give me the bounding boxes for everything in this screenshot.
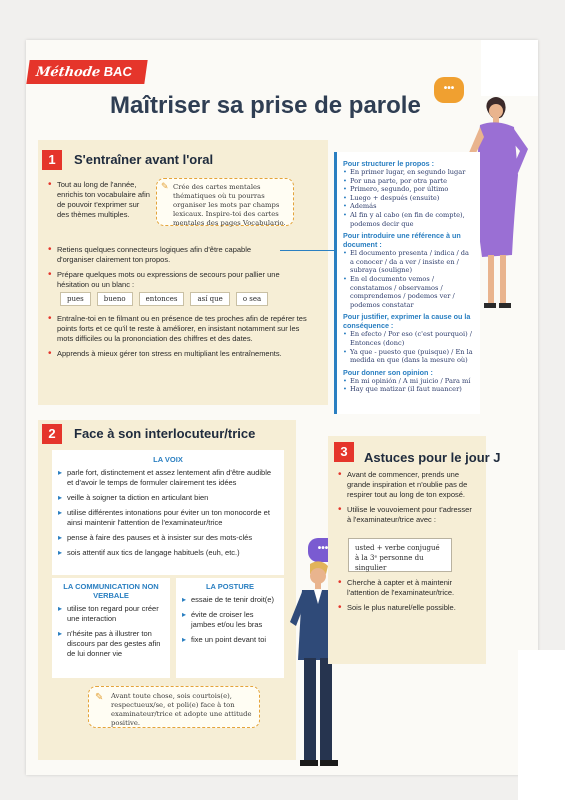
section2-tip-note — [88, 686, 260, 728]
list-item: • Apprends à mieux gérer ton stress en multipliant les entraînements. — [48, 349, 314, 359]
white-corner-bottom-outer — [518, 650, 565, 800]
panel-heading: Pour introduire une référence à un document : — [343, 231, 461, 250]
section3-list — [338, 470, 478, 530]
list-item: • Prépare quelques mots ou expressions de secours pour pallier une hésitation ou un blanc : — [48, 270, 280, 290]
panel-item: • Al fin y al cabo (en fin de compte), podemos decir que — [343, 211, 474, 228]
word-chip: así que — [190, 292, 229, 306]
pencil-icon: ✎ — [95, 692, 104, 703]
panel-item: • En efecto / Por eso (c'est pourquoi) / Entonces (donc) — [343, 330, 474, 347]
list-item: • Cherche à capter et à maintenir l'attention de l'examinateur/trice. — [338, 578, 478, 598]
list-item: ▸ n'hésite pas à illustrer ton discours par des gestes afin de lui donner vie — [58, 629, 164, 659]
word-chip: bueno — [97, 292, 133, 306]
word-chip: entonces — [139, 292, 185, 306]
tag-method-text: Méthode — [34, 65, 102, 80]
list-item: • Entraîne-toi en te filmant ou en présence de tes proches afin de repérer tes points forts et ce qu'il te reste à améliorer, en insistant notamment sur les mots difficiles ou la prononciation des chiffres et des dates. — [48, 314, 314, 344]
section1-list — [48, 245, 280, 295]
posture-box — [176, 578, 284, 678]
panel-item: • Primero, segundo, por último — [343, 185, 474, 194]
panel-item: • En mi opinión / A mi juicio / Para mí — [343, 377, 474, 386]
list-item: ▸ veille à soigner ta diction en articulant bien — [58, 493, 278, 503]
panel-item: • Además — [343, 202, 474, 211]
section1-title: S'entraîner avant l'oral — [74, 152, 214, 167]
nonverbal-box — [52, 578, 170, 678]
nonverbal-title: LA COMMUNICATION NON VERBALE — [63, 582, 159, 600]
section1-tip-note — [156, 178, 294, 226]
conj-line-2: à la 3ᵉ personne du singulier — [355, 554, 424, 572]
list-item: ▸ pense à faire des pauses et à insister sur des mots-clés — [58, 533, 278, 543]
panel-item: • Hay que matizar (il faut nuancer) — [343, 385, 474, 394]
section2-number: 2 — [42, 424, 62, 444]
list-item: ▸ parle fort, distinctement et assez lentement afin d'être audible et d'avoir le temps de formuler clairement tes idées — [58, 468, 278, 488]
word-chip: o sea — [236, 292, 268, 306]
section1-number: 1 — [42, 150, 62, 170]
list-item: • Sois le plus naturel/elle possible. — [338, 603, 478, 613]
section3-number: 3 — [334, 442, 354, 462]
list-item: • Avant de commencer, prends une grande inspiration et n'oublie pas de respirer tout au long de ton exposé. — [338, 470, 478, 500]
panel-heading: Pour donner son opinion : — [343, 367, 433, 377]
voice-box — [52, 450, 284, 575]
panel-heading: Pour structurer le propos : — [343, 159, 435, 168]
tag-bac-text: BAC — [102, 64, 134, 79]
list-item: ▸ utilise ton regard pour créer une interaction — [58, 604, 164, 624]
panel-heading: Pour justifier, exprimer la cause ou la conséquence : — [343, 312, 471, 331]
section3-title: Astuces pour le jour J — [364, 450, 501, 465]
connector-line — [280, 250, 334, 251]
conj-line-1: usted + verbe conjugué — [355, 544, 440, 552]
tip-note-text: Avant toute chose, sois courtois(e), respectueux/se, et poli(e) face à ton examinateur/trice et adopte une attitude positive. — [111, 692, 252, 727]
section1-list-2 — [48, 314, 314, 364]
list-item: ▸ évite de croiser les jambes et/ou les bras — [182, 610, 278, 630]
section1-first-item — [48, 180, 152, 225]
posture-title: LA POSTURE — [205, 582, 255, 591]
method-tag — [26, 60, 147, 84]
purple-speech-bubble-icon: ••• — [308, 538, 338, 562]
list-item: • Tout au long de l'année, enrichis ton vocabulaire afin de pouvoir t'exprimer sur des thèmes multiples. — [48, 180, 152, 220]
list-item: ▸ utilise différentes intonations pour éviter un ton monocorde et ainsi maintenir l'attention de l'examinateur/trice — [58, 508, 278, 528]
panel-item: • El documento presenta / indica / da a conocer / da a ver / insiste en / subraya (souligne) — [343, 249, 474, 275]
connectors-panel — [334, 152, 480, 414]
panel-item: • Luego + después (ensuite) — [343, 194, 474, 203]
vouvoiement-box — [348, 538, 452, 572]
voice-title: LA VOIX — [153, 455, 183, 464]
panel-item: • En primer lugar, en segundo lugar — [343, 168, 474, 177]
section2-title: Face à son interlocuteur/trice — [74, 426, 256, 441]
tip-note-text: Crée des cartes mentales thématiques où tu pourras organiser les mots par champs lexicaux. Inspire-toi des cartes mentales des pages Vocabulario. — [173, 183, 286, 227]
section3-list-2 — [338, 578, 478, 618]
rescue-words — [60, 292, 268, 306]
panel-item: • En el documento vemos / constatamos / observamos / comprendemos / podemos ver / podemos constatar — [343, 275, 474, 309]
list-item: ▸ essaie de te tenir droit(e) — [182, 595, 278, 605]
list-item: ▸ sois attentif aux tics de langage habituels (euh, etc.) — [58, 548, 278, 558]
white-corner-top — [481, 40, 538, 96]
list-item: • Retiens quelques connecteurs logiques afin d'être capable d'organiser clairement ton propos. — [48, 245, 280, 265]
list-item: • Utilise le vouvoiement pour t'adresser à l'examinateur/trice avec : — [338, 505, 478, 525]
orange-speech-bubble-icon: ••• — [434, 77, 464, 103]
word-chip: pues — [60, 292, 91, 306]
page-title: Maîtriser sa prise de parole — [110, 92, 421, 119]
document-page — [26, 40, 538, 775]
list-item: ▸ fixe un point devant toi — [182, 635, 278, 645]
panel-item: • Por una parte, por otra parte — [343, 177, 474, 186]
pencil-icon: ✎ — [161, 182, 169, 192]
panel-item: • Ya que - puesto que (puisque) / En la medida en que (dans la mesure où) — [343, 348, 474, 365]
